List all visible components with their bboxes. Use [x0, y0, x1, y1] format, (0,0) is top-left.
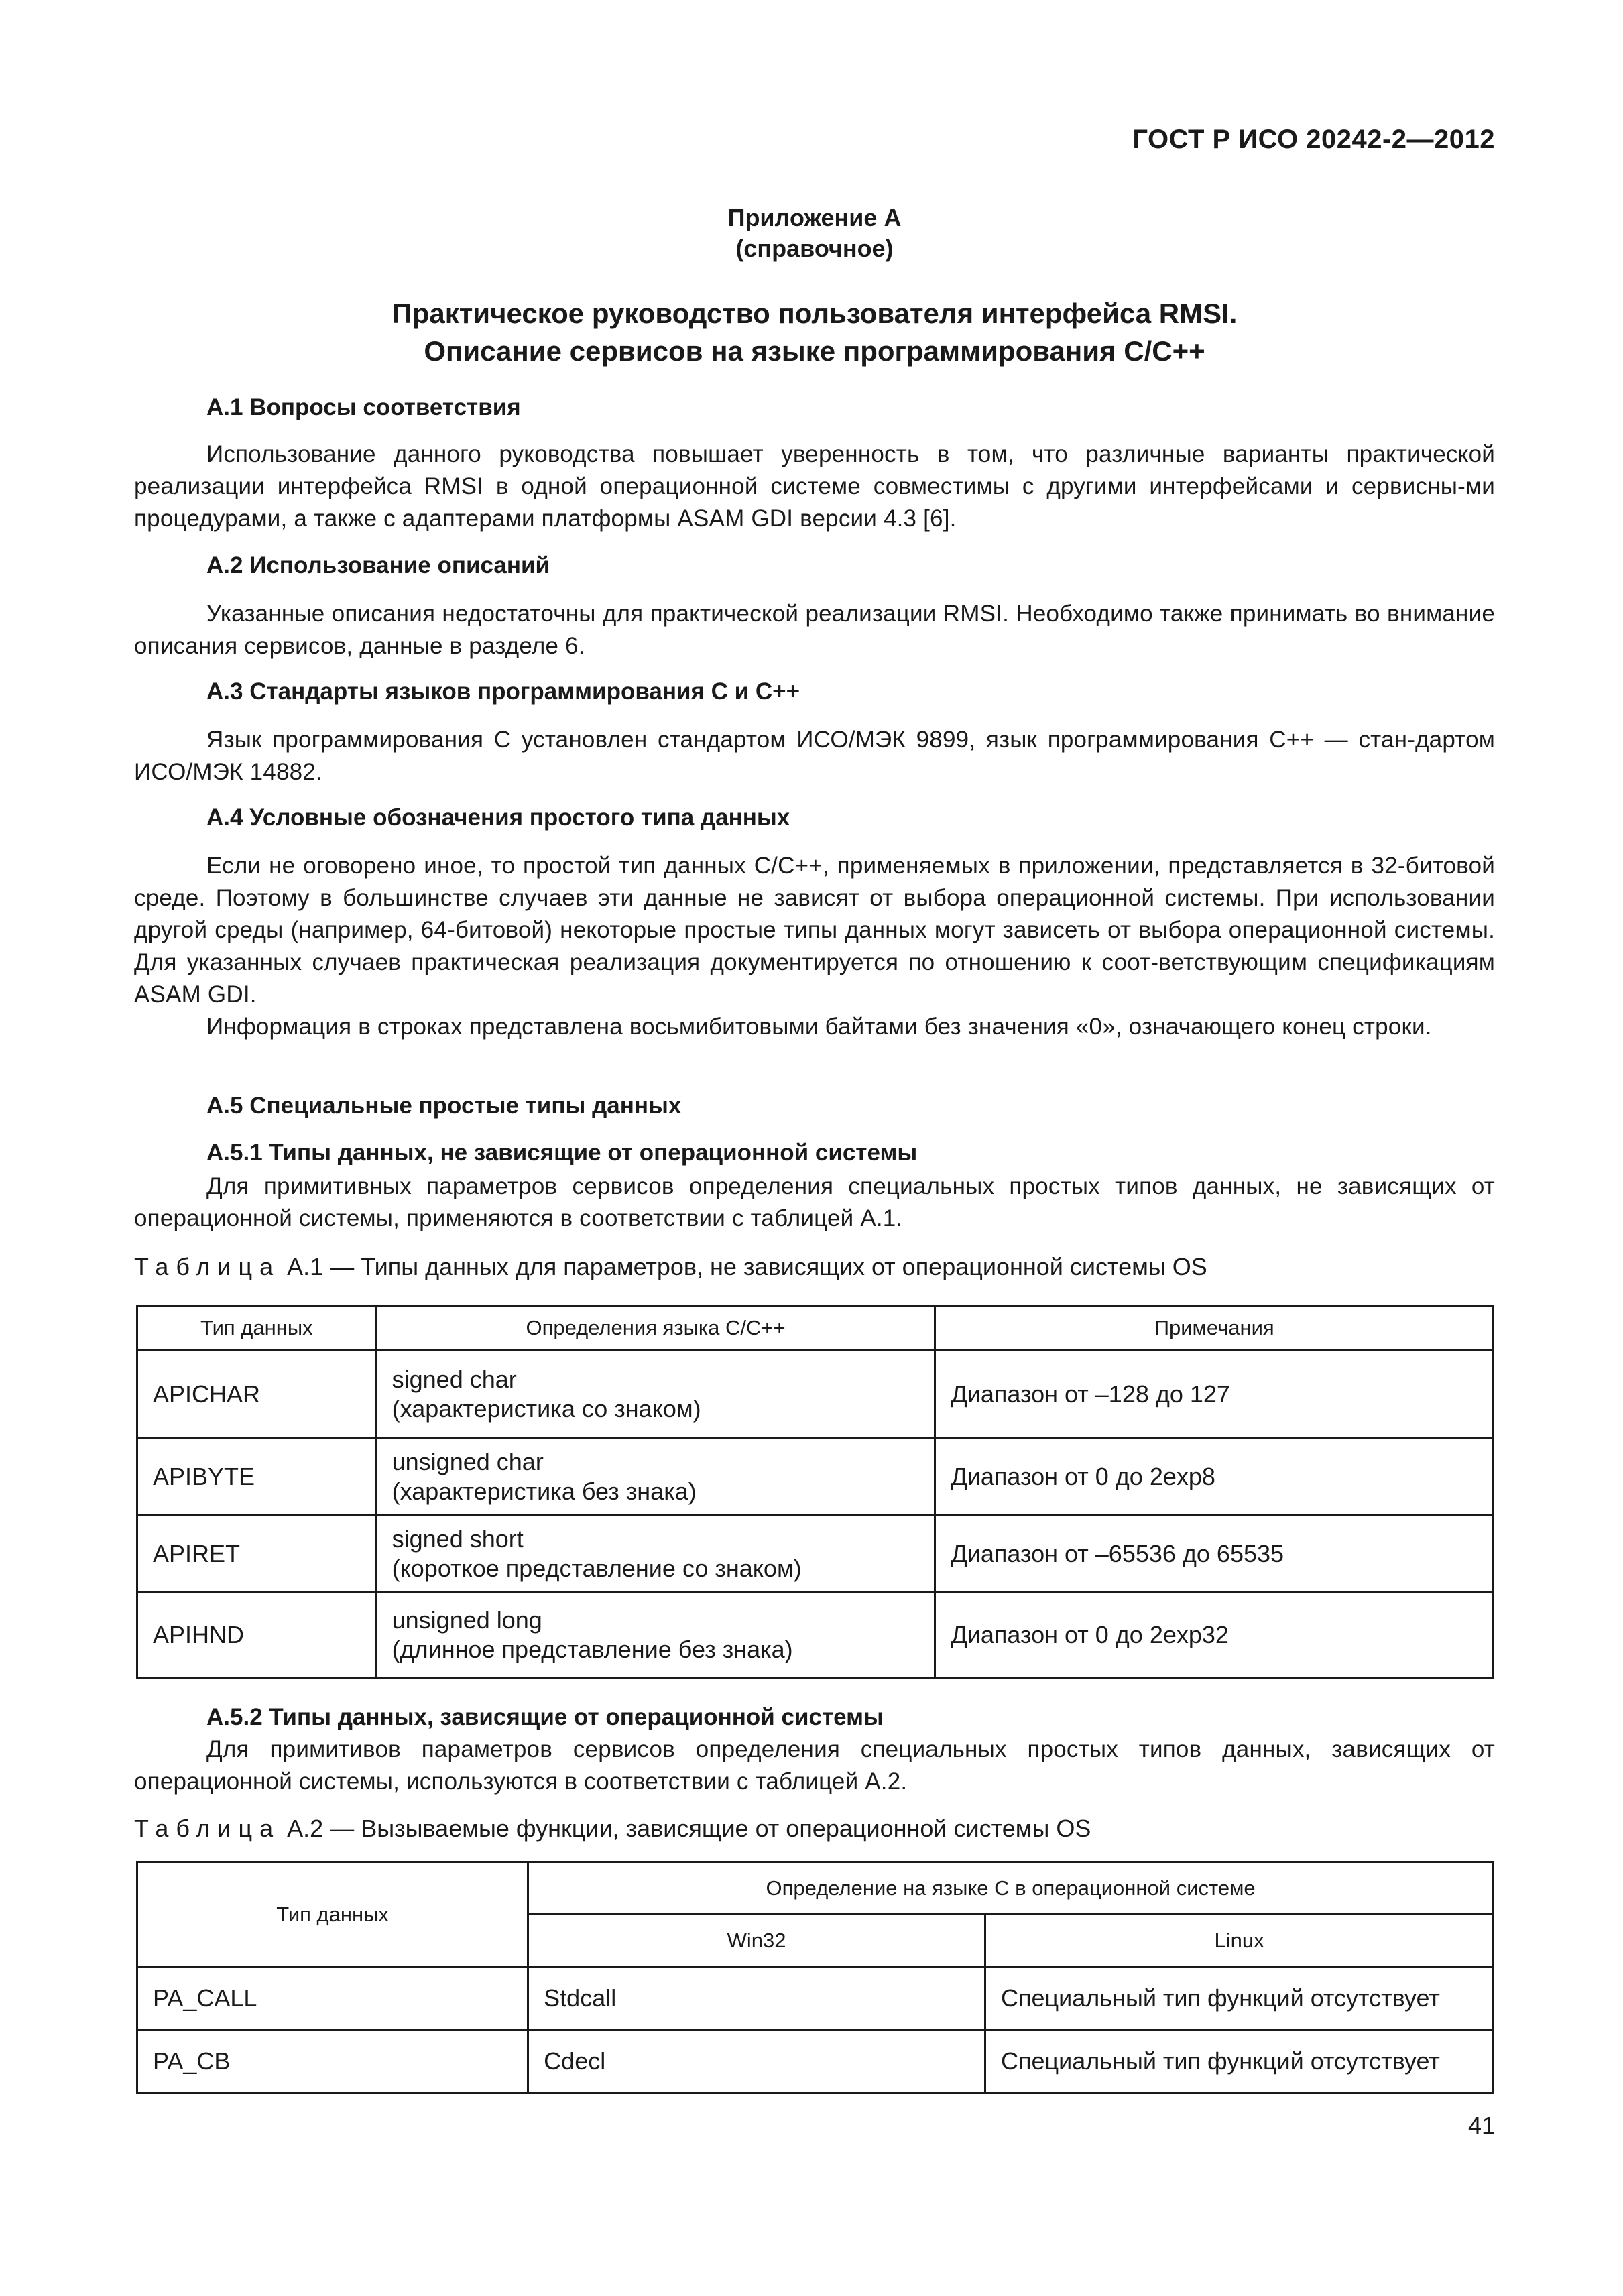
definition-line-1: unsigned char	[392, 1448, 544, 1475]
table-a1-cell-note: Диапазон от 0 до 2exp32	[935, 1593, 1494, 1678]
table-a1-cell-note: Диапазон от 0 до 2exp8	[935, 1439, 1494, 1516]
table-a2-caption-word: Таблица	[134, 1815, 281, 1842]
table-a2-cell-linux: Специальный тип функций отсутствует	[985, 1967, 1494, 2030]
document-title-line-1: Практическое руководство пользователя интерфейса RMSI.	[392, 298, 1238, 329]
section-a3-heading: А.3 Стандарты языков программирования С и С++	[206, 678, 800, 705]
table-row	[137, 1516, 1494, 1593]
definition-line-2: (длинное представление без знака)	[392, 1636, 793, 1663]
section-a3-text: Язык программирования С установлен стандартом ИСО/МЭК 9899, язык программирования С++ — стан-дартом ИСО/МЭК 14882.	[134, 727, 1495, 785]
section-a4-text-1: Если не оговорено иное, то простой тип данных С/С++, применяемых в приложении, представляется в 32-битовой среде. Поэтому в большинстве случаев эти данные не зависят от выбора операционной системы. При использовании другой среды (например, 64-битовой) некоторые простые типы данных могут зависеть от выбора операционной системы. Для указанных случаев практическая реализация документируется по отношению к соот-ветствующим спецификациям ASAM GDI.	[134, 853, 1495, 1008]
table-a1	[136, 1305, 1494, 1679]
document-title	[134, 295, 1495, 370]
table-row	[137, 1593, 1494, 1678]
table-a1-header-notes: Примечания	[935, 1306, 1494, 1350]
table-a1-cell-type: APIHND	[137, 1593, 377, 1678]
definition-line-2: (характеристика без знака)	[392, 1477, 697, 1505]
table-a1-header-type: Тип данных	[137, 1306, 377, 1350]
table-a2-cell-win32: Stdcall	[528, 1967, 985, 2030]
table-a1-cell-type: APIRET	[137, 1516, 377, 1593]
table-row	[137, 1350, 1494, 1439]
section-a51-text: Для примитивных параметров сервисов определения специальных простых типов данных, не зависящих от операционной системы, применяются в соответствии с таблицей А.1.	[134, 1173, 1495, 1231]
definition-line-2: (характеристика со знаком)	[392, 1394, 701, 1423]
table-a1-cell-definition	[376, 1516, 935, 1593]
table-a2-header-linux: Linux	[985, 1915, 1494, 1967]
table-a2-header-group: Определение на языке С в операционной системе	[528, 1862, 1494, 1915]
table-a2-cell-linux: Специальный тип функций отсутствует	[985, 2030, 1494, 2093]
table-a1-caption	[134, 1252, 1495, 1282]
table-a2-cell-type: PA_CB	[137, 2030, 528, 2093]
table-a2-cell-type: PA_CALL	[137, 1967, 528, 2030]
table-a2-header-win32: Win32	[528, 1915, 985, 1967]
section-a52-heading: А.5.2 Типы данных, зависящие от операционной системы	[206, 1704, 884, 1730]
table-a1-header-definition: Определения языка С/С++	[376, 1306, 935, 1350]
section-a4-heading: А.4 Условные обозначения простого типа данных	[206, 804, 790, 831]
definition-line-1: signed char	[392, 1365, 517, 1393]
table-a2-caption	[134, 1814, 1495, 1844]
section-a2-text: Указанные описания недостаточны для практической реализации RMSI. Необходимо также принимать во внимание описания сервисов, данные в разделе 6.	[134, 601, 1495, 659]
page-number: 41	[1467, 2112, 1495, 2139]
definition-line-1: unsigned long	[392, 1606, 542, 1634]
section-a2-heading: А.2 Использование описаний	[206, 552, 550, 579]
table-a1-cell-definition	[376, 1593, 935, 1678]
table-a2	[136, 1861, 1494, 2094]
appendix-kind: (справочное)	[735, 235, 894, 262]
table-a1-cell-note: Диапазон от –128 до 127	[935, 1350, 1494, 1439]
table-a1-caption-text: А.1 — Типы данных для параметров, не зависящих от операционной системы OS	[280, 1253, 1207, 1280]
appendix-heading	[134, 202, 1495, 264]
table-a1-header-row	[137, 1306, 1494, 1350]
table-a1-cell-definition	[376, 1439, 935, 1516]
appendix-title: Приложение А	[727, 204, 902, 231]
section-a4-text-2: Информация в строках представлена восьмибитовыми байтами без значения «0», означающего конец строки.	[206, 1014, 1432, 1040]
table-a2-cell-win32: Cdecl	[528, 2030, 985, 2093]
definition-line-1: signed short	[392, 1525, 524, 1553]
document-id: ГОСТ Р ИСО 20242-2—2012	[1132, 125, 1495, 154]
section-a1-heading: А.1 Вопросы соответствия	[206, 394, 521, 420]
table-a1-caption-word: Таблица	[134, 1253, 281, 1280]
table-row	[137, 1967, 1494, 2030]
section-a51-heading: А.5.1 Типы данных, не зависящие от операционной системы	[206, 1140, 918, 1166]
table-a2-caption-text: А.2 — Вызываемые функции, зависящие от операционной системы OS	[280, 1815, 1091, 1842]
section-a52-text: Для примитивов параметров сервисов определения специальных простых типов данных, зависящих от операционной системы, используются в соответствии с таблицей А.2.	[134, 1736, 1495, 1795]
table-a1-cell-type: APIBYTE	[137, 1439, 377, 1516]
table-a1-cell-definition	[376, 1350, 935, 1439]
table-a2-header-row	[137, 1862, 1494, 1915]
table-a1-cell-note: Диапазон от –65536 до 65535	[935, 1516, 1494, 1593]
section-a5-heading: А.5 Специальные простые типы данных	[206, 1093, 682, 1119]
document-title-line-2: Описание сервисов на языке программирования С/С++	[424, 335, 1205, 367]
table-row	[137, 2030, 1494, 2093]
table-a1-cell-type: APICHAR	[137, 1350, 377, 1439]
section-a1-text: Использование данного руководства повышает уверенность в том, что различные варианты практической реализации интерфейса RMSI в одной операционной системе совместимы с другими интерфейсами и сервисны-ми процедурами, а также с адаптерами платформы ASAM GDI версии 4.3 [6].	[134, 441, 1495, 532]
table-row	[137, 1439, 1494, 1516]
definition-line-2: (короткое представление со знаком)	[392, 1555, 802, 1582]
table-a2-header-type: Тип данных	[137, 1862, 528, 1967]
